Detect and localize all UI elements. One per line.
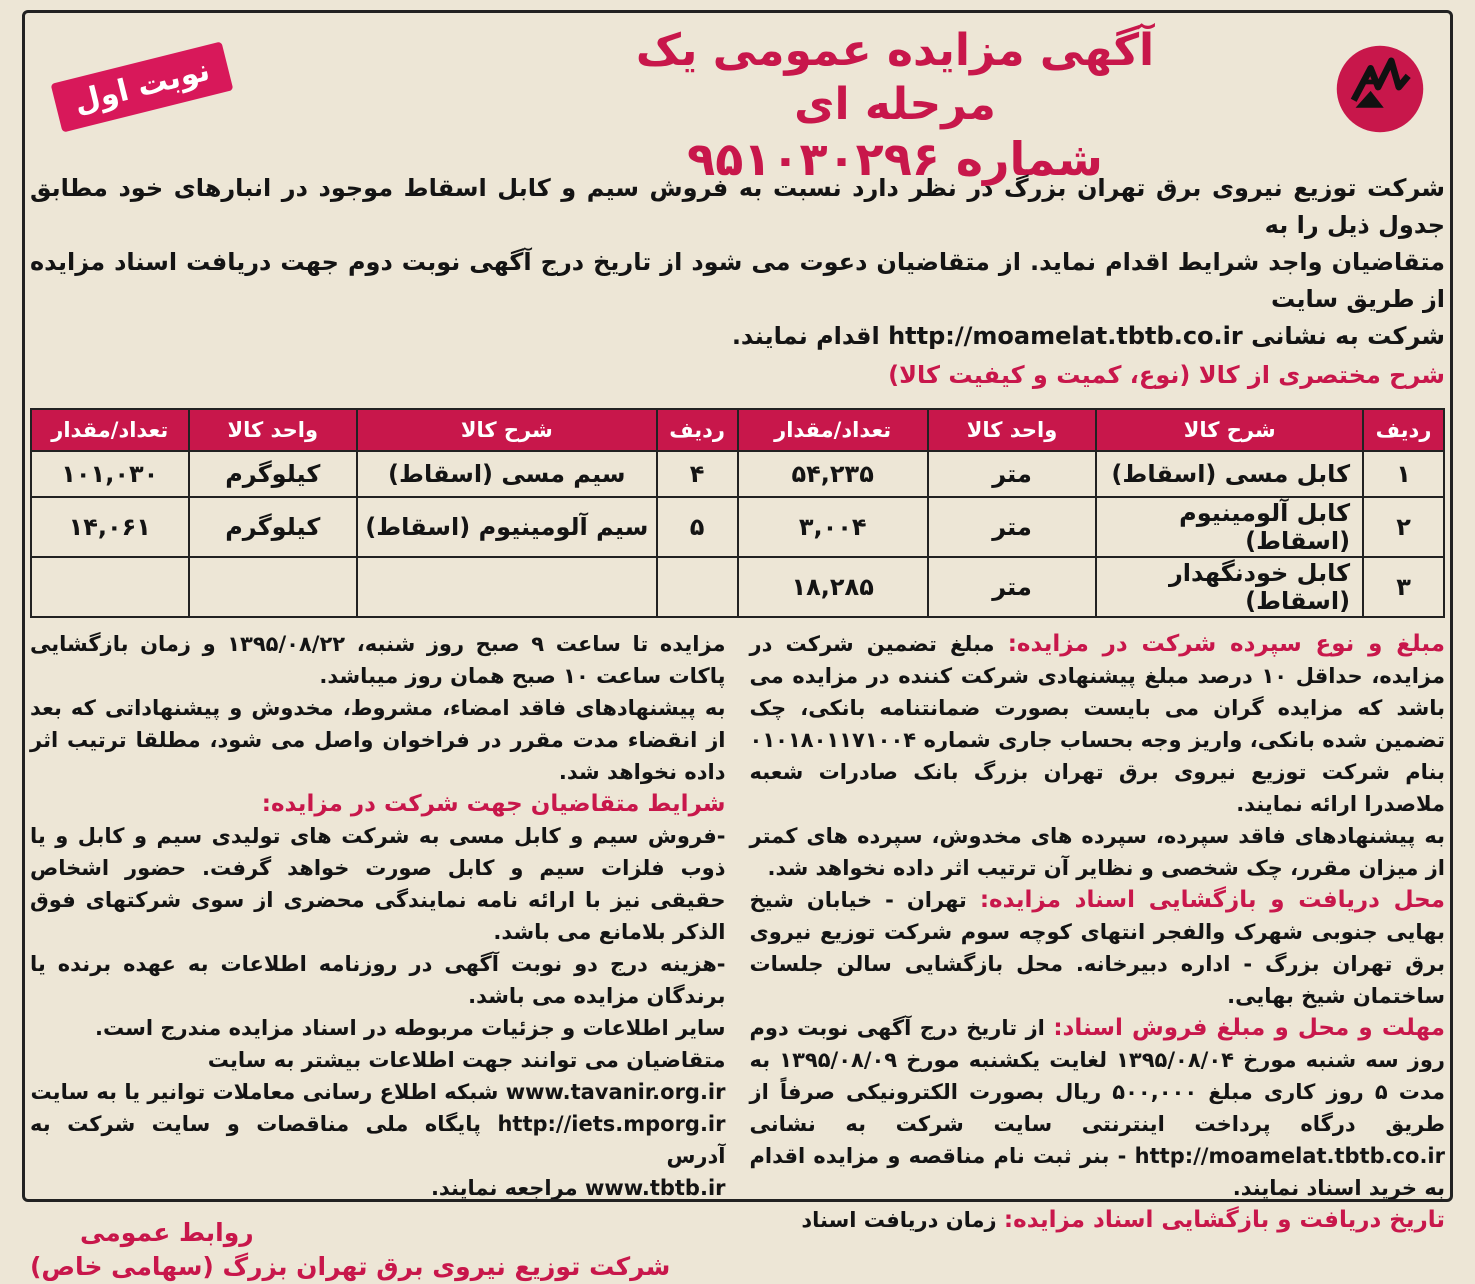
col-header-qty-2: تعداد/مقدار xyxy=(31,409,189,451)
table-cell: کیلوگرم xyxy=(189,497,357,557)
company-logo-icon xyxy=(1333,42,1427,136)
table-cell: ۲ xyxy=(1363,497,1444,557)
table-cell: ۵ xyxy=(657,497,738,557)
opening-date-text: زمان دریافت اسناد xyxy=(801,1208,997,1232)
table-cell: ۱۴,۰۶۱ xyxy=(31,497,189,557)
tbtb-link-desc: مراجعه نمایند. xyxy=(430,1176,578,1200)
col-header-unit-2: واحد کالا xyxy=(189,409,357,451)
first-publication-badge: نوبت اول xyxy=(51,41,234,132)
deposit-note: به پیشنهادهای فاقد سپرده، سپرده های مخدوش، سپرده های کمتر از میزان مقرر، چک شخصی و نظایر آن ترتیب اثر داده نخواهد شد. xyxy=(749,824,1445,880)
intro-line3-pre: شرکت به نشانی xyxy=(1251,322,1445,350)
conditions-text-1: -فروش سیم و کابل مسی به شرکت های تولیدی سیم و کابل و یا ذوب فلزات سیم و کابل صورت خواهد گرفت. حضور اشخاص حقیقی نیز با ارائه نامه نمایندگی محضری از سوی شرکتهای فوق الذکر بلامانع می باشد. xyxy=(30,824,726,944)
sale-deadline-text-end: - بنر ثبت نام مناقصه و مزایده اقدام به خرید اسناد نمایند. xyxy=(749,1144,1445,1200)
sale-website-link[interactable]: http://moamelat.tbtb.co.ir xyxy=(1134,1144,1445,1168)
tbtb-link[interactable]: www.tbtb.ir xyxy=(584,1176,726,1200)
table-cell: متر xyxy=(928,497,1096,557)
conditions-heading: شرایط متقاضیان جهت شرکت در مزایده: xyxy=(261,791,726,817)
table-cell: کابل مسی (اسقاط) xyxy=(1096,451,1363,497)
header xyxy=(30,14,1445,186)
col-header-unit-1: واحد کالا xyxy=(928,409,1096,451)
page-title xyxy=(585,24,1205,186)
table-cell: ۱۰۱,۰۳۰ xyxy=(31,451,189,497)
intro-paragraph xyxy=(30,170,1445,394)
conditions-text-2: -هزینه درج دو نوبت آگهی در روزنامه اطلاعات به عهده برنده یا برندگان مزایده می باشد. xyxy=(30,952,726,1008)
col-header-qty-1: تعداد/مقدار xyxy=(738,409,928,451)
deposit-heading: مبلغ و نوع سپرده شرکت در مزایده: xyxy=(1007,631,1446,657)
table-cell: ۵۴,۲۳۵ xyxy=(738,451,928,497)
sale-deadline-heading: مهلت و محل و مبلغ فروش اسناد: xyxy=(1053,1015,1445,1041)
col-header-desc-1: شرح کالا xyxy=(1096,409,1363,451)
tavanir-link-desc: شبکه اطلاع رسانی معاملات توانیر یا به سایت xyxy=(30,1080,499,1104)
table-cell: متر xyxy=(928,557,1096,617)
intro-line3 xyxy=(30,318,1445,355)
goods-description-heading: شرح مختصری از کالا (نوع، کمیت و کیفیت کالا) xyxy=(888,361,1445,389)
tavanir-link[interactable]: www.tavanir.org.ir xyxy=(505,1080,726,1104)
col-header-desc-2: شرح کالا xyxy=(357,409,657,451)
table-cell: ۳,۰۰۴ xyxy=(738,497,928,557)
intro-website-link[interactable]: http://moamelat.tbtb.co.ir xyxy=(888,322,1243,350)
invalid-bids-text: به پیشنهادهای فاقد امضاء، مشروط، مخدوش و پیشنهاداتی که بعد از انقضاء مدت مقرر در فراخوان واصل می شود، مطلقا ترتیب اثر داده نخواهد شد. xyxy=(30,696,726,784)
table-cell: ۱۸,۲۸۵ xyxy=(738,557,928,617)
title-line2: شماره ۹۵۱۰۳۰۲۹۶ xyxy=(687,132,1103,186)
location-text: تهران - خیابان شیخ بهایی جنوبی شهرک والفجر انتهای کوچه سوم شرکت توزیع نیروی برق تهران بزرگ - اداره دبیرخانه. محل بازگشایی سالن جلسات ساختمان شیخ بهایی. xyxy=(749,888,1445,1008)
iets-link[interactable]: http://iets.mporg.ir xyxy=(497,1112,726,1136)
websites-intro-text: متقاضیان می توانند جهت اطلاعات بیشتر به سایت xyxy=(207,1048,726,1072)
signature-line1: روابط عمومی xyxy=(80,1218,254,1247)
table-cell: ۴ xyxy=(657,451,738,497)
col-header-row-no-2: ردیف xyxy=(657,409,738,451)
opening-date-heading: تاریخ دریافت و بازگشایی اسناد مزایده: xyxy=(1003,1207,1445,1233)
table-cell: متر xyxy=(928,451,1096,497)
table-cell: ۱ xyxy=(1363,451,1444,497)
signature-block xyxy=(30,1216,726,1284)
signature-line2: شرکت توزیع نیروی برق تهران بزرگ (سهامی خاص) xyxy=(30,1252,671,1281)
table-cell: کابل خودنگهدار (اسقاط) xyxy=(1096,557,1363,617)
intro-line3-post: اقدام نمایند. xyxy=(731,322,880,350)
table-cell: ۳ xyxy=(1363,557,1444,617)
iets-link-desc: پایگاه ملی مناقصات و سایت شرکت به آدرس xyxy=(30,1112,726,1168)
location-heading: محل دریافت و بازگشایی اسناد مزایده: xyxy=(979,887,1445,913)
col-header-row-no-1: ردیف xyxy=(1363,409,1444,451)
deposit-text: مبلغ تضمین شرکت در مزایده، حداقل ۱۰ درصد مبلغ پیشنهادی شرکت کننده در مزایده می باشد که مزایده گران می بایست بصورت ضمانتنامه بانکی، چک تضمین شده بانکی، واریز وجه بحساب جاری شماره ۰۱۰۱۸۰۱۱۷۱۰۰۴ بنام شرکت توزیع نیروی برق تهران بزرگ بانک صادرات شعبه ملاصدرا ارائه نمایند. xyxy=(749,632,1445,816)
intro-line2: متقاضیان واجد شرایط اقدام نماید. از متقاضیان دعوت می شود از تاریخ درج آگهی نوبت دوم جهت دریافت اسناد مزایده از طریق سایت xyxy=(30,248,1445,313)
title-line1: آگهی مزایده عمومی یک مرحله ای xyxy=(635,25,1155,130)
more-info-text: سایر اطلاعات و جزئیات مربوطه در اسناد مزایده مندرج است. xyxy=(95,1016,726,1040)
table-cell: سیم مسی (اسقاط) xyxy=(357,451,657,497)
sale-deadline-text: از تاریخ درج آگهی نوبت دوم روز سه شنبه مورخ ۱۳۹۵/۰۸/۰۴ لغایت یکشنبه مورخ ۱۳۹۵/۰۸/۰۹ به مدت ۵ روز کاری مبلغ ۵۰۰,۰۰۰ ریال بصورت الکترونیکی صرفاً از طریق درگاه پرداخت اینترنتی سایت شرکت به نشانی xyxy=(749,1016,1446,1136)
opening-time-text: مزایده تا ساعت ۹ صبح روز شنبه، ۱۳۹۵/۰۸/۲۲ و زمان بازگشایی پاکات ساعت ۱۰ صبح همان روز میباشد. xyxy=(30,632,726,688)
table-cell: کابل آلومینیوم (اسقاط) xyxy=(1096,497,1363,557)
table-cell: کیلوگرم xyxy=(189,451,357,497)
intro-line1: شرکت توزیع نیروی برق تهران بزرگ در نظر دارد نسبت به فروش سیم و کابل اسقاط موجود در انبارهای خود مطابق جدول ذیل را به xyxy=(30,174,1445,239)
table-cell: سیم آلومینیوم (اسقاط) xyxy=(357,497,657,557)
